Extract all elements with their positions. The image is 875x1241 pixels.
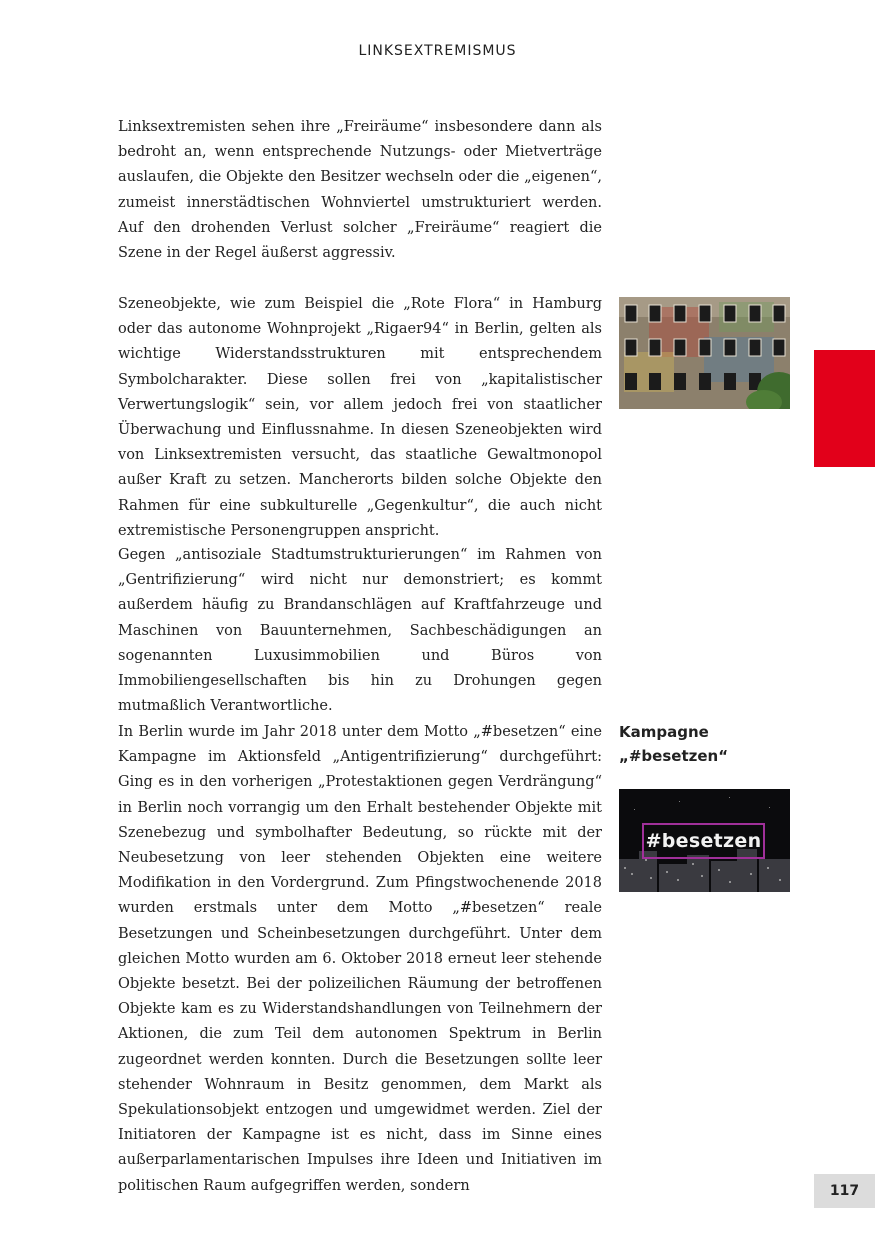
paragraph-kampagne-besetzen <box>118 720 602 1199</box>
side-heading-line: „#besetzen“ <box>619 747 729 765</box>
paragraph-text: Gegen „antisoziale Stadtumstrukturierungen“ im Rahmen von „Gentrifizierung“ wird nicht nur demonstriert; es kommt außerdem häufig zu Brandanschlägen auf Kraftfahrzeuge und Maschinen von Bauunternehmen, Sachbeschädigungen an sogenannten Luxusimmobilien und Büros von Immobiliengesellschaften bis hin zu Drohungen gegen mutmaßlich Verantwortliche. <box>118 547 602 715</box>
campaign-hashtag-label: #besetzen <box>642 823 765 859</box>
paragraph-stadtumstrukturierung <box>118 543 602 719</box>
paragraph-text: Szeneobjekte, wie zum Beispiel die „Rote Flora“ in Hamburg oder das autonome Wohnprojekt „Rigaer94“ in Berlin, gelten als wichtige Widerstandsstrukturen mit entsprechendem Symbolcharakter. Diese sollen frei von „kapitalistischer Verwertungslogik“ sein, vor allem jedoch frei von staatlicher Überwachung und Einflussnahme. In diesen Szeneobjekten wird von Linksextremisten versucht, das staatliche Gewaltmonopol außer Kraft zu setzen. Mancherorts bilden solche Objekte den Rahmen für eine subkulturelle „Gegenkultur“, die auch nicht extremistische Personengruppen anspricht. <box>118 296 602 539</box>
running-header: LINKSEXTREMISMUS <box>358 43 517 59</box>
page-number: 117 <box>814 1174 875 1208</box>
side-heading-line: Kampagne <box>619 723 709 741</box>
paragraph-szeneobjekte <box>118 292 602 544</box>
paragraph-text: In Berlin wurde im Jahr 2018 unter dem Motto „#besetzen“ eine Kampagne im Aktionsfeld „Antigentrifizierung“ durchgeführt: Ging es in den vorherigen „Protestaktionen gegen Verdrängung“ in Berlin noch vorrangig um den Erhalt bestehender Objekte mit Szenebezug und symbolhafter Bedeutung, so rückte mit der Neubesetzung von leer stehenden Objekten eine weitere Modifikation in den Vordergrund. Zum Pfingstwochenende 2018 wurden erstmals unter dem Motto „#besetzen“ reale Besetzungen und Scheinbesetzungen durchgeführt. Unter dem gleichen Motto wurden am 6. Oktober 2018 erneut leer stehende Objekte besetzt. Bei der polizeilichen Räumung der betroffenen Objekte kam es zu Widerstandshandlungen von Teilnehmern der Aktionen, die zum Teil dem autonomen Spektrum in Berlin zugeordnet werden konnten. Durch die Besetzungen sollte leer stehender Wohnraum in Besitz genommen, dem Markt als Spekulationsobjekt entzogen und umgewidmet werden. Ziel der Initiatoren der Kampagne ist es nicht, dass im Sinne eines außerparlamentarischen Impulses ihre Ideen und Initiativen im politischen Raum aufgegriffen werden, sondern <box>118 724 602 1194</box>
side-heading-kampagne <box>619 720 789 768</box>
chapter-marker-tab <box>814 350 875 467</box>
building-facade-photo <box>619 297 790 409</box>
campaign-besetzen-image <box>619 789 790 892</box>
paragraph-freiraeume <box>118 115 602 266</box>
paragraph-text: Linksextremisten sehen ihre „Freiräume“ insbesondere dann als bedroht an, wenn entsprechende Nutzungs- oder Mietverträge auslaufen, die Objekte den Besitzer wechseln oder die „eigenen“, zumeist innerstädtischen Wohnviertel umstrukturiert werden. Auf den drohenden Verlust solcher „Freiräume“ reagiert die Szene in der Regel äußerst aggressiv. <box>118 119 602 262</box>
